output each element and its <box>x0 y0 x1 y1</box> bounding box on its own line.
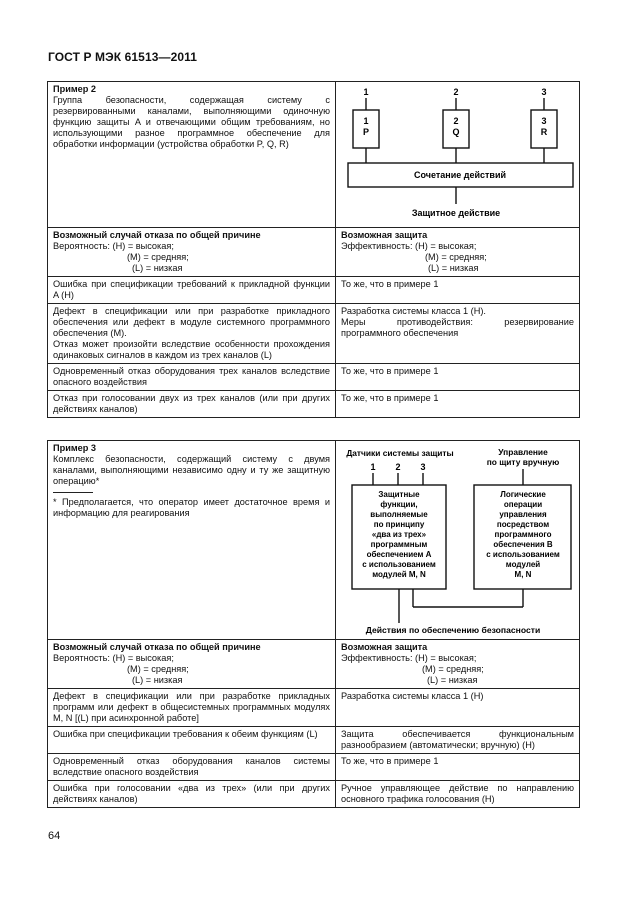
example3-title: Пример 3 <box>53 443 97 453</box>
example2-diagram <box>336 82 591 224</box>
channel-2-letter: Q <box>452 127 460 137</box>
box-a-line: функции, <box>380 500 418 509</box>
protective-action-label: Защитное действие <box>411 208 501 218</box>
example2-probability-cell <box>48 228 336 277</box>
probability-high: Вероятность: (H) = высокая; <box>53 653 174 663</box>
box-a-line: модулей M, N <box>372 570 426 579</box>
box-a-line: выполняемые <box>370 510 428 519</box>
table-cell: То же, что в примере 1 <box>336 364 580 391</box>
example2-diagram-cell <box>336 82 580 228</box>
example2-title: Пример 2 <box>53 84 97 94</box>
table-row: Ошибка при голосовании «два из трех» (или при других действиях каналов) <box>48 781 336 808</box>
example3-diagram-cell <box>336 441 580 640</box>
probability-low: (L) = низкая <box>132 675 183 685</box>
example3-footnote: * Предполагается, что оператор имеет достаточное время и информацию для реагирования <box>53 497 330 518</box>
box-b-line: посредством <box>496 520 550 529</box>
sensor-2-label: 2 <box>395 462 401 472</box>
box-a-line: обеспечением A <box>366 550 432 559</box>
example2-left-heading: Возможный случай отказа по общей причине <box>53 230 261 240</box>
manual-control-label-1: Управление <box>498 447 548 457</box>
box-a-line: с использованием <box>362 560 436 569</box>
example3-effectiveness-cell <box>336 640 580 689</box>
sensor-3-label: 3 <box>420 462 426 472</box>
channel-2-input-label: 2 <box>453 87 459 97</box>
example2-description: Группа безопасности, содержащая систему с резервированными каналами, выполняющими одиночную функцию защиты A и отвечающими общим требованиям, но использующими разное программное обеспечение для обработки информации (устройства обработки P, Q, R) <box>53 95 330 149</box>
effectiveness-medium: (M) = средняя; <box>422 664 484 674</box>
example3-right-heading: Возможная защита <box>341 642 428 652</box>
table-cell: То же, что в примере 1 <box>336 391 580 418</box>
safety-actions-label: Действия по обеспечению безопасности <box>365 625 541 635</box>
example2-table <box>47 81 580 418</box>
table-row: Дефект в спецификации или при разработке прикладных программ или дефект в общесистемных программных модулях M, N [(L) при асинхронной работе] <box>48 689 336 727</box>
table-cell: Разработка системы класса 1 (H) <box>336 689 580 727</box>
table-cell: То же, что в примере 1 <box>336 754 580 781</box>
example3-diagram <box>336 441 591 636</box>
example3-description: Комплекс безопасности, содержащий систему с двумя каналами, выполняющими независимо одну и ту же защитную операцию* <box>53 454 330 486</box>
combine-actions-label: Сочетание действий <box>413 170 507 180</box>
box-a-line: программным <box>370 540 428 549</box>
example3-probability-cell <box>48 640 336 689</box>
effectiveness-medium: (M) = средняя; <box>425 252 487 262</box>
table-row: Ошибка при спецификации требования к обеим функциям (L) <box>48 727 336 754</box>
channel-1-input-label: 1 <box>363 87 369 97</box>
failure-text-2: Отказ может произойти вследствие особенности прохождения одинаковых сигналов в каждом из трех каналов (L) <box>53 339 330 360</box>
effectiveness-low: (L) = низкая <box>428 263 479 273</box>
document-header: ГОСТ Р МЭК 61513—2011 <box>48 50 198 64</box>
effectiveness-low: (L) = низкая <box>427 675 478 685</box>
channel-3-letter: R <box>540 127 548 137</box>
page-number: 64 <box>48 830 61 842</box>
channel-1-number: 1 <box>363 116 369 126</box>
box-b-line: управления <box>499 510 547 519</box>
channel-1-letter: P <box>362 127 370 137</box>
box-a-text <box>362 490 436 579</box>
probability-medium: (M) = средняя; <box>127 664 189 674</box>
protection-text-1: Разработка системы класса 1 (H). <box>341 306 486 316</box>
example3-description-cell <box>48 441 336 640</box>
channel-2-number: 2 <box>453 116 459 126</box>
box-b-line: программного <box>494 530 552 539</box>
effectiveness-high: Эффективность: (H) = высокая; <box>341 241 477 251</box>
probability-high: Вероятность: (H) = высокая; <box>53 241 174 251</box>
table-row: Отказ при голосовании двух из трех каналов (или при других действиях каналов) <box>48 391 336 418</box>
table-cell: Защита обеспечивается функциональным разнообразием (автоматически; вручную) (H) <box>336 727 580 754</box>
channel-3-input-label: 3 <box>541 87 547 97</box>
table-cell: Ручное управляющее действие по направлению основного трафика голосования (H) <box>336 781 580 808</box>
example3-left-heading: Возможный случай отказа по общей причине <box>53 642 261 652</box>
failure-text-1: Дефект в спецификации или при разработке прикладного обеспечения или дефект в модуле системного программного обеспечения (M). <box>53 306 330 338</box>
table-row: Одновременный отказ оборудования трех каналов вследствие опасного воздействия <box>48 364 336 391</box>
table-cell <box>336 304 580 364</box>
channel-3-number: 3 <box>541 116 547 126</box>
example3-table <box>47 440 580 808</box>
probability-low: (L) = низкая <box>132 263 183 273</box>
box-a-line: Защитные <box>378 490 420 499</box>
box-b-text <box>486 490 560 579</box>
example2-effectiveness-cell <box>336 228 580 277</box>
box-a-line: «два из трех» <box>371 530 427 539</box>
box-b-line: операции <box>503 500 543 509</box>
box-b-line: модулей <box>505 560 541 569</box>
example2-right-heading: Возможная защита <box>341 230 428 240</box>
footnote-divider <box>53 492 93 493</box>
sensors-label: Датчики системы защиты <box>346 448 454 458</box>
protection-text-2: Меры противодействия: резервирование программного обеспечения <box>341 317 574 338</box>
box-b-line: M, N <box>514 570 532 579</box>
box-b-line: с использованием <box>486 550 560 559</box>
probability-medium: (M) = средняя; <box>127 252 189 262</box>
box-b-line: обеспечения B <box>493 540 553 549</box>
table-row: Ошибка при спецификации требований к прикладной функции A (H) <box>48 277 336 304</box>
table-row <box>48 304 336 364</box>
box-b-line: Логические <box>500 490 546 499</box>
example2-description-cell <box>48 82 336 228</box>
table-row: Одновременный отказ оборудования каналов системы вследствие опасного воздействия <box>48 754 336 781</box>
box-a-line: по принципу <box>373 520 425 529</box>
manual-control-label-2: по щиту вручную <box>486 457 560 467</box>
effectiveness-high: Эффективность: (H) = высокая; <box>341 653 477 663</box>
table-cell: То же, что в примере 1 <box>336 277 580 304</box>
sensor-1-label: 1 <box>370 462 376 472</box>
